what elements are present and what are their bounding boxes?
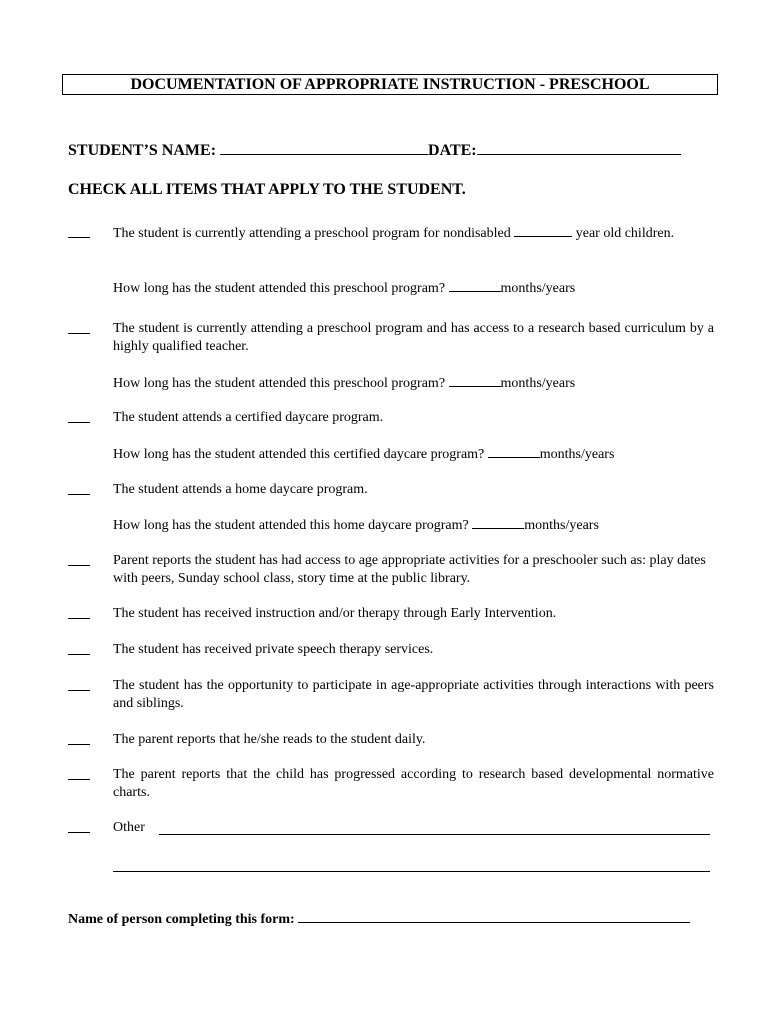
item-text: Parent reports the student has had access to age appropriate activities for a preschooler such as: play dates with peers, Sunday school class, story time at the public library.	[113, 553, 706, 586]
completer-label: Name of person completing this form:	[68, 912, 295, 927]
duration-field[interactable]	[488, 445, 540, 458]
list-item	[68, 224, 714, 243]
item-text: The parent reports that the child has progressed according to research based developmental normative charts.	[113, 767, 714, 800]
list-item	[68, 409, 714, 427]
form-title: DOCUMENTATION OF APPROPRIATE INSTRUCTION - PRESCHOOL	[62, 74, 718, 95]
list-item	[68, 766, 714, 802]
item-text: The parent reports that he/she reads to the student daily.	[113, 732, 426, 747]
duration-field[interactable]	[449, 279, 501, 292]
date-field[interactable]	[477, 140, 681, 155]
item-text: The student has received instruction and/or therapy through Early Intervention.	[113, 606, 557, 621]
list-item	[68, 605, 714, 623]
item-text: The student attends a certified daycare program.	[113, 410, 384, 425]
completer-row	[68, 910, 690, 928]
list-item	[68, 481, 714, 499]
age-field[interactable]	[514, 224, 572, 237]
question-preschool-1: How long has the student attended this preschool program? months/years	[113, 281, 576, 296]
completer-field[interactable]	[298, 910, 690, 923]
student-name-field[interactable]	[220, 140, 428, 155]
list-item	[68, 320, 714, 356]
other-field-line-2[interactable]	[113, 857, 710, 872]
duration-field[interactable]	[449, 374, 501, 387]
other-field[interactable]	[159, 820, 710, 835]
question-preschool-2: How long has the student attended this preschool program? months/years	[113, 376, 576, 391]
list-item	[68, 731, 714, 749]
list-item	[68, 641, 714, 659]
list-item	[68, 677, 714, 713]
item-text: The student attends a home daycare program.	[113, 482, 368, 497]
question-certified: How long has the student attended this certified daycare program? months/years	[113, 447, 615, 462]
item-text: Other	[113, 820, 145, 835]
duration-field[interactable]	[472, 516, 524, 529]
student-date-row	[68, 140, 681, 160]
list-item	[68, 552, 714, 588]
student-name-label: STUDENT’S NAME:	[68, 142, 217, 159]
instruction-heading: CHECK ALL ITEMS THAT APPLY TO THE STUDENT.	[68, 181, 466, 198]
item-text: The student is currently attending a preschool program for nondisabled	[113, 226, 511, 241]
item-text: The student has the opportunity to participate in age-appropriate activities through interactions with peers and siblings.	[113, 678, 714, 711]
item-text: year old children.	[575, 226, 675, 241]
question-home: How long has the student attended this home daycare program? months/years	[113, 518, 599, 533]
item-text: The student is currently attending a preschool program and has access to a research based curriculum by a highly qualified teacher.	[113, 321, 714, 354]
date-label: DATE:	[428, 142, 477, 159]
item-text: The student has received private speech therapy services.	[113, 642, 434, 657]
